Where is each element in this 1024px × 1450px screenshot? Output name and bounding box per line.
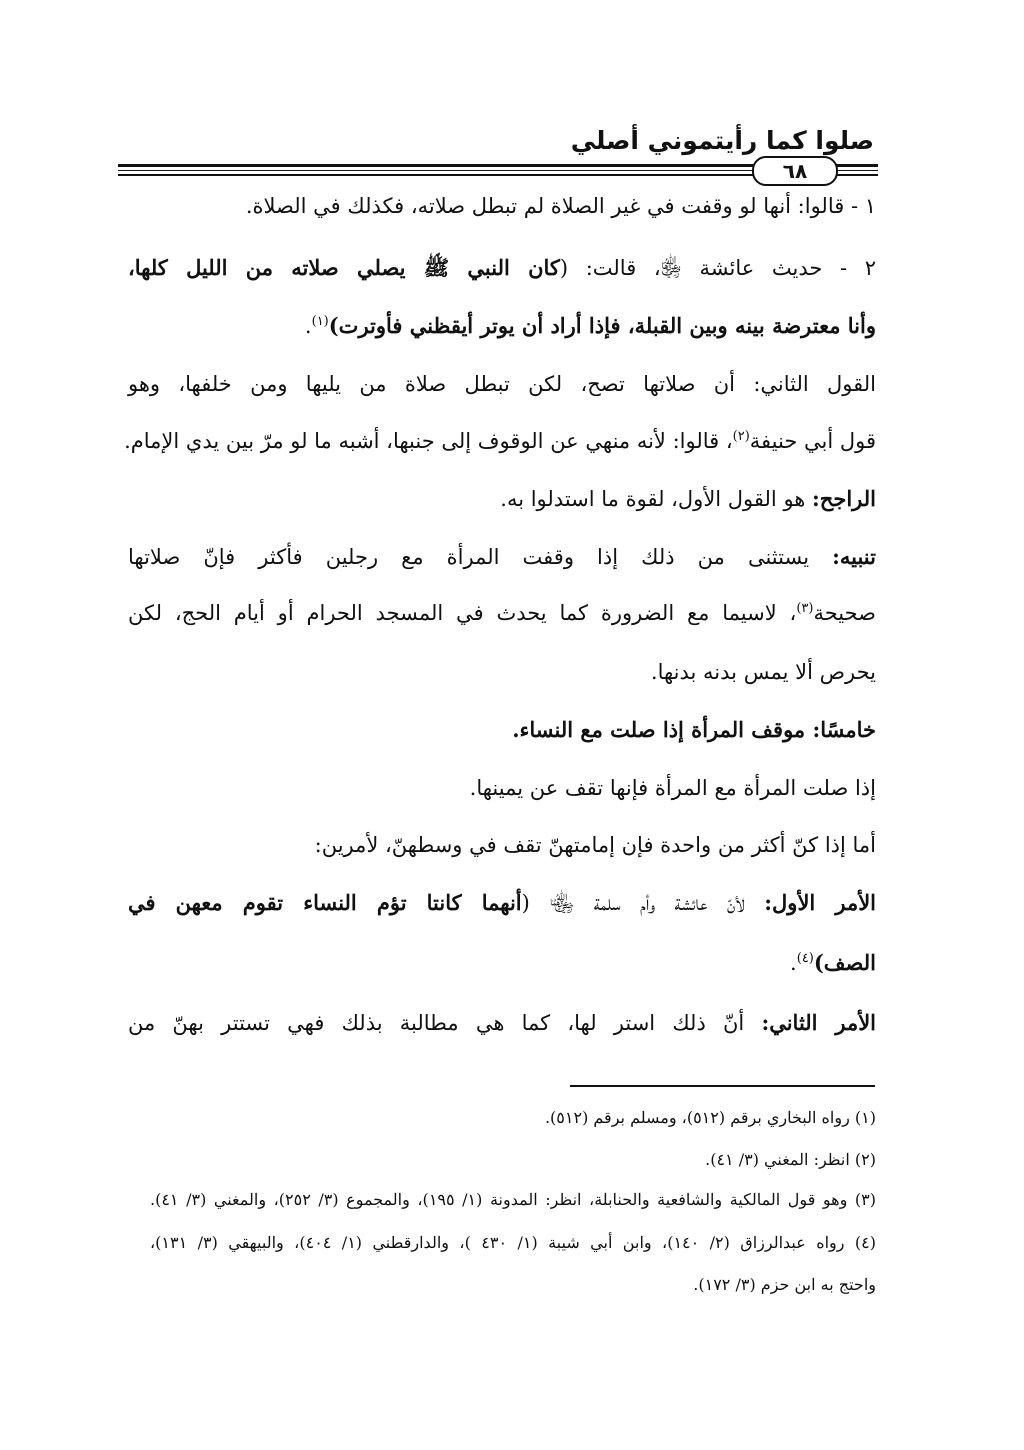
line15-rest: أنّ ذلك استر لها، كما هي مطالبة بذلك فهي تستتر بهنّ من [128, 1011, 762, 1035]
footnote-ref-3: (٣) [796, 601, 814, 616]
period: . [304, 314, 312, 338]
text-line-1: ١ - قالوا: أنها لو وقفت في غير الصلاة لم تبطل صلاته، فكذلك في الصلاة. [245, 194, 876, 218]
footnote-4: (٤) رواه عبدالرزاق (٢/ ١٤٠)، وابن أبي شيبة (١/ ٤٣٠ )، والدارقطني (١/ ٤٠٤)، والبيهقي (٣/ ١٣١)، [150, 1233, 876, 1252]
text-line-7 [128, 544, 876, 569]
preferred-text: هو القول الأول، لقوة ما استدلوا به. [500, 487, 813, 511]
text-line-12: أما إذا كنّ أكثر من واحدة فإن إمامتهنّ تقف في وسطهنّ، لأمرين: [314, 833, 876, 857]
footnote-ref-4: (٤) [796, 951, 814, 966]
line13-mid: لأنّ عائشة وأم سلمة ﵄ ( [521, 891, 765, 915]
hadith-quote: كان النبي ﷺ يصلي صلاته من الليل كلها، [128, 255, 560, 280]
text-line-13 [128, 890, 876, 921]
line8-rest: ، لاسيما مع الضرورة كما يحدث في المسجد الحرام أو أيام الحج، لكن [128, 601, 797, 625]
text-line-14 [790, 950, 876, 975]
text-line-11: إذا صلت المرأة مع المرأة فإنها تقف عن يمينها. [469, 776, 876, 800]
line5-start: قول أبي حنيفة [749, 429, 876, 453]
text-line-2 [128, 255, 876, 286]
footnote-4-cont: واحتج به ابن حزم (٣/ ١٧٢). [693, 1275, 876, 1294]
footnote-ref-2: (٢) [732, 429, 750, 444]
text-line-9: يحرص ألا يمس بدنه بدنها. [650, 660, 876, 684]
athar-quote-end: الصف) [813, 950, 876, 975]
footnote-3: (٣) وهو قول المالكية والشافعية والحنابلة، انظر: المدونة (١/ ١٩٥)، والمجموع (٣/ ٢٥٢)، والمغني (٣/ ٤١). [150, 1190, 876, 1209]
preferred-label: الراجح: [812, 486, 876, 511]
period-2: . [790, 951, 797, 975]
running-header-title: صلوا كما رأيتموني أصلي [570, 126, 874, 155]
text-line-4: القول الثاني: أن صلاتها تصح، لكن تبطل صلاة من يليها ومن خلفها، وهو [128, 372, 876, 396]
text-line-6 [500, 486, 876, 511]
first-reason-label: الأمر الأول: [764, 890, 876, 915]
footnote-separator [570, 1085, 875, 1087]
footnote-ref-1: (١) [311, 314, 329, 329]
line5-rest: ، قالوا: لأنه منهي عن الوقوف إلى جنبها، أشبه ما لو مرّ بين يدي الإمام. [124, 429, 733, 453]
section-heading: خامسًا: موقف المرأة إذا صلت مع النساء. [512, 717, 876, 742]
text-line-3 [305, 313, 876, 338]
text-line-15 [128, 1010, 876, 1035]
text-line-8 [128, 601, 876, 625]
note-text: يستثنى من ذلك إذا وقفت المرأة مع رجلين فأكثر فإنّ صلاتها [128, 545, 833, 569]
second-reason-label: الأمر الثاني: [761, 1010, 877, 1035]
athar-quote: أنهما كانتا تؤم النساء تقوم معهن في [128, 890, 522, 915]
text-line-5 [124, 429, 876, 453]
note-label: تنبيه: [832, 544, 876, 569]
footnote-1: (١) رواه البخاري برقم (٥١٢)، ومسلم برقم (٥١٢). [544, 1108, 876, 1127]
line8-start: صحيحة [813, 601, 876, 625]
page-number: ٦٨ [752, 156, 838, 186]
footnote-2: (٢) انظر: المغني (٣/ ٤١). [705, 1150, 876, 1169]
hadith-quote-cont: وأنا معترضة بينه وبين القبلة، فإذا أراد أن يوتر أيقظني فأوترت) [328, 313, 876, 338]
line2-start: ٢ - حديث عائشة ﵂، قالت: ( [559, 256, 876, 280]
